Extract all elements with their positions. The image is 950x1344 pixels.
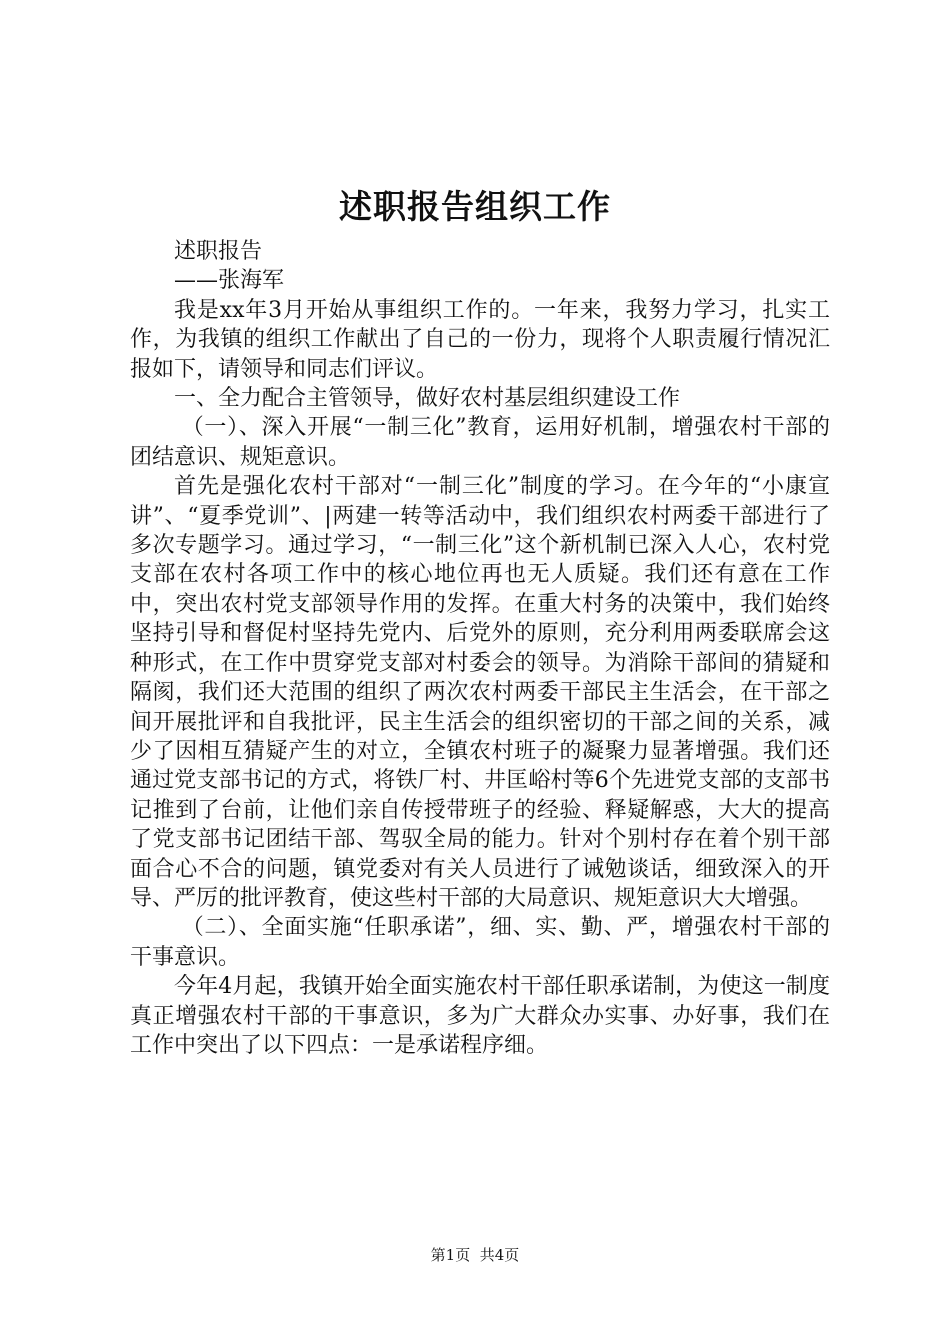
body-paragraph-1: 首先是强化农村干部对“一制三化”制度的学习。在今年的“小康宣讲”、“夏季党训”、|两建一转等活动中，我们组织农村两委干部进行了多次专题学习。通过学习，“一制三化”这个新机制已深入人心，农村党支部在农村各项工作中的核心地位再也无人质疑。我们还有意在工作中，突出农村党支部领导作用的发挥。在重大村务的决策中，我们始终坚持引导和督促村坚持先党内、后党外的原则，充分利用两委联席会这种形式，在工作中贯穿党支部对村委会的领导。为消除干部间的猜疑和隔阂，我们还大范围的组织了两次农村两委干部民主生活会，在干部之间开展批评和自我批评，民主生活会的组织密切的干部之间的关系，减少了因相互猜疑产生的对立，全镇农村班子的凝聚力显著增强。我们还通过党支部书记的方式，将铁厂村、井匡峪村等6个先进党支部的支部书记推到了台前，让他们亲自传授带班子的经验、释疑解惑，大大的提高了党支部书记团结干部、驾驭全局的能力。针对个别村存在着个别干部面合心不合的问题，镇党委对有关人员进行了诫勉谈话，细致深入的开导、严厉的批评教育，使这些村干部的大局意识、规矩意识大大增强。	[130, 474, 830, 911]
page-number: 第1页	[430, 1246, 471, 1264]
page-footer	[0, 1244, 950, 1266]
section-heading-1: 一、全力配合主管领导，做好农村基层组织建设工作	[174, 386, 681, 412]
author-line: ——张海军	[174, 268, 285, 294]
page-title: 述职报告组织工作	[339, 187, 611, 226]
document-body	[130, 237, 830, 1060]
body-paragraph-2: 今年4月起，我镇开始全面实施农村干部任职承诺制，为使这一制度真正增强农村干部的干事意识，多为广大群众办实事、办好事，我们在工作中突出了以下四点：一是承诺程序细。	[130, 974, 830, 1058]
page-total: 共4页	[479, 1246, 520, 1264]
subsection-heading-1: （一）、深入开展“一制三化”教育，运用好机制，增强农村干部的团结意识、规矩意识。	[130, 415, 830, 470]
intro-paragraph: 我是xx年3月开始从事组织工作的。一年来，我努力学习，扎实工作，为我镇的组织工作献出了自己的一份力，现将个人职责履行情况汇报如下，请领导和同志们评议。	[130, 297, 830, 382]
subsection-heading-2: （二）、全面实施“任职承诺”，细、实、勤、严，增强农村干部的干事意识。	[130, 915, 830, 970]
footer-spacer	[470, 1246, 480, 1264]
report-heading: 述职报告	[174, 239, 263, 264]
